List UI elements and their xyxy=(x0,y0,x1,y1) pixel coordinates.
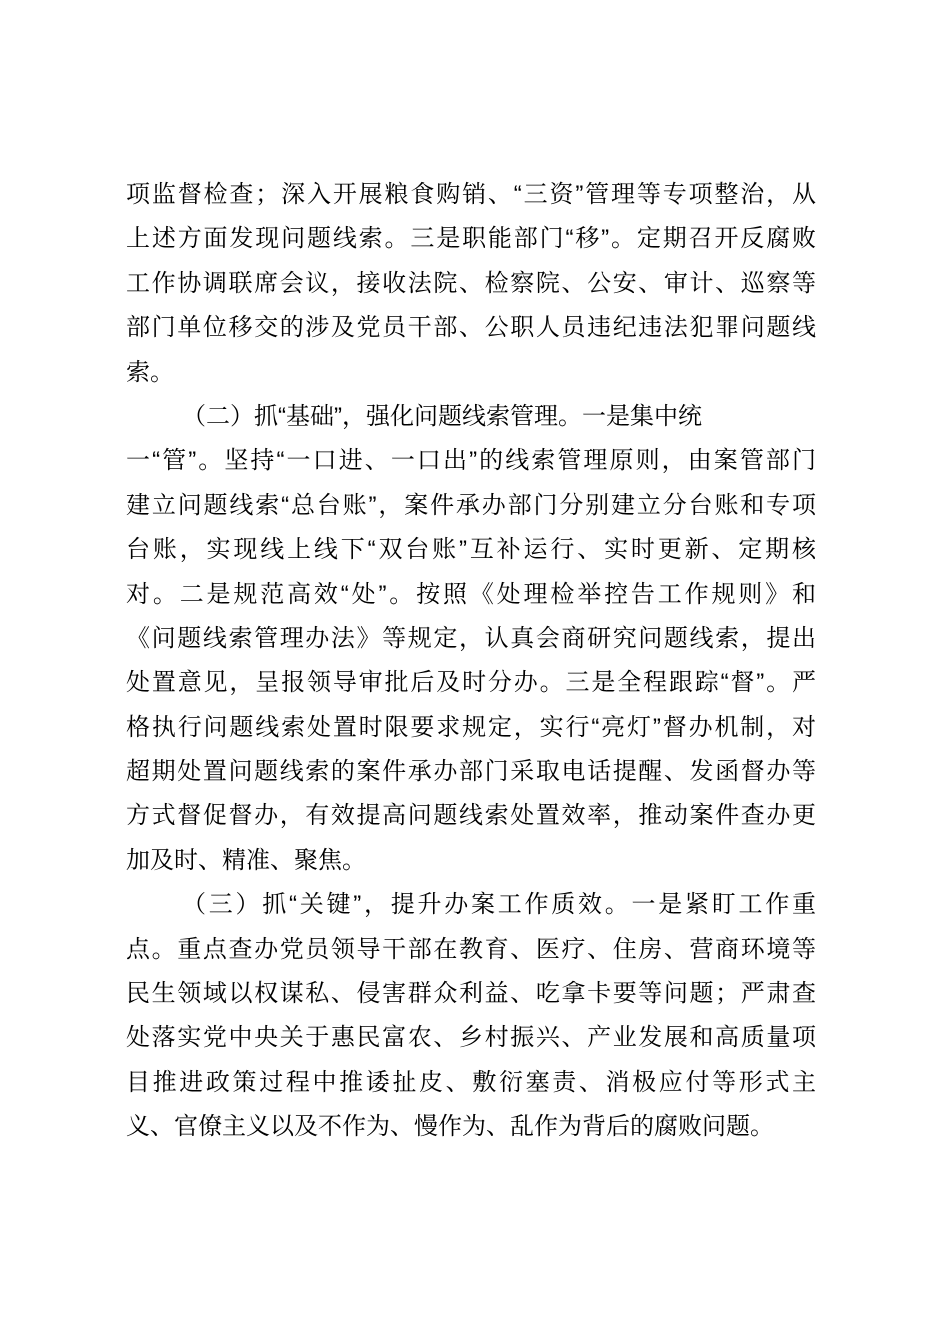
paragraph-clue-discovery xyxy=(126,173,816,395)
text-line: （三）抓“关键”，提升办案工作质效。一是紧盯工作重 xyxy=(182,891,816,919)
text-line: 格执行问题线索处置时限要求规定，实行“亮灯”督办机制，对 xyxy=(126,713,816,741)
text-line: 上述方面发现问题线索。三是职能部门“移”。定期召开反腐败 xyxy=(126,225,816,253)
text-line: 民生领域以权谋私、侵害群众利益、吃拿卡要等问题；严肃查 xyxy=(126,980,816,1008)
text-line: 项监督检查；深入开展粮食购销、“三资”管理等专项整治，从 xyxy=(126,181,816,208)
text-line: 索。 xyxy=(126,358,174,386)
text-line: 处置意见，呈报领导审批后及时分办。三是全程跟踪“督”。严 xyxy=(126,669,816,697)
text-line: 建立问题线索“总台账”，案件承办部门分别建立分台账和专项 xyxy=(126,491,816,519)
paragraph-clue-management xyxy=(126,395,816,883)
text-line: 台账，实现线上线下“双台账”互补运行、实时更新、定期核 xyxy=(126,536,816,564)
text-line: 对。二是规范高效“处”。按照《处理检举控告工作规则》和 xyxy=(126,580,816,608)
text-line: 点。重点查办党员领导干部在教育、医疗、住房、营商环境等 xyxy=(126,935,816,963)
text-line: 加及时、精准、聚焦。 xyxy=(126,846,366,874)
document-body xyxy=(126,173,816,1150)
text-line: 目推进政策过程中推诿扯皮、敷衍塞责、消极应付等形式主 xyxy=(126,1068,816,1096)
paragraph-case-quality xyxy=(126,883,816,1149)
text-line: 义、官僚主义以及不作为、慢作为、乱作为背后的腐败问题。 xyxy=(126,1113,774,1141)
text-line: 处落实党中央关于惠民富农、乡村振兴、产业发展和高质量项 xyxy=(126,1024,816,1052)
text-line: 《问题线索管理办法》等规定，认真会商研究问题线索，提出 xyxy=(126,624,816,652)
text-line: 工作协调联席会议，接收法院、检察院、公安、审计、巡察等 xyxy=(126,269,816,297)
text-line: （二）抓“基础”，强化问题线索管理。一是集中统 xyxy=(182,402,702,430)
text-line: 超期处置问题线索的案件承办部门采取电话提醒、发函督办等 xyxy=(126,758,816,786)
text-line: 部门单位移交的涉及党员干部、公职人员违纪违法犯罪问题线 xyxy=(126,314,816,342)
text-line: 方式督促督办，有效提高问题线索处置效率，推动案件查办更 xyxy=(126,802,816,830)
text-line: 一“管”。坚持“一口进、一口出”的线索管理原则，由案管部门 xyxy=(126,447,816,475)
